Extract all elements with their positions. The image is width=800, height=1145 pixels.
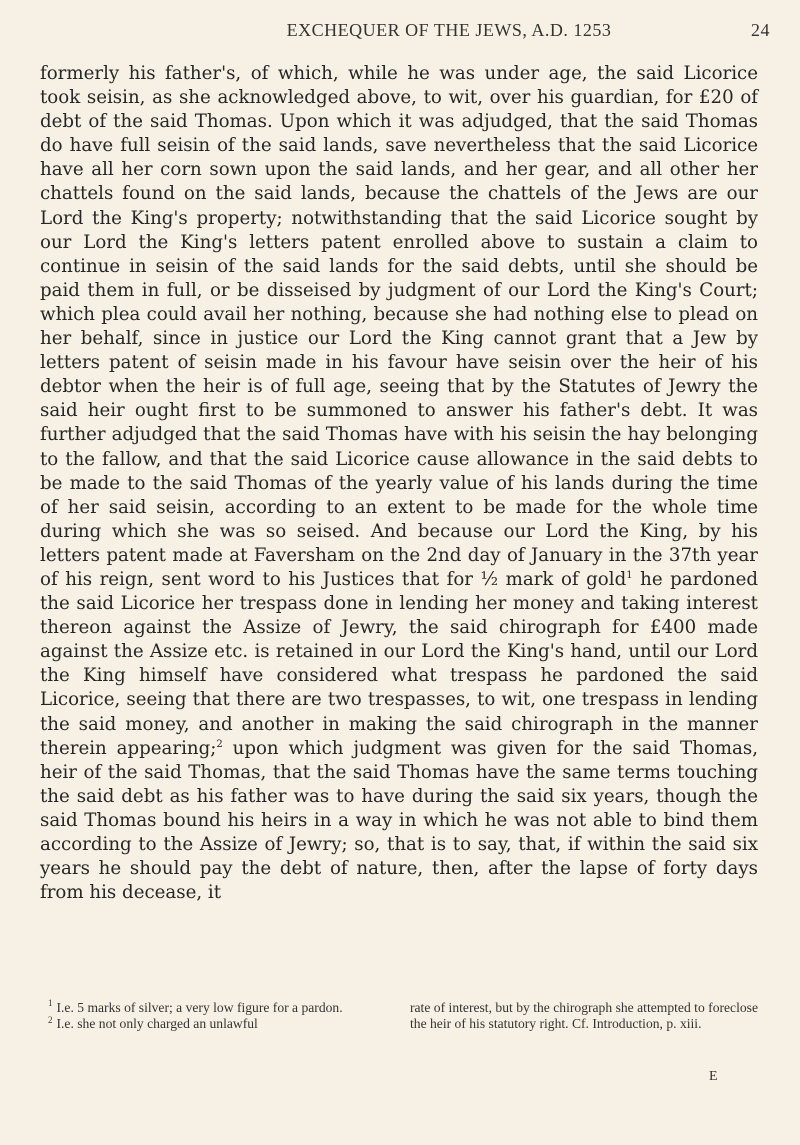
page-number: 24 bbox=[751, 20, 770, 40]
body-text-segment-1: formerly his father's, of which, while he was under age, the said Licorice took seisin, as she acknowledged above, to wit, over his guardian, for £20 of debt of the said Thomas. Upon which it was adjudged, that the said Thomas do have full seisin of the said lands, save nevertheless that the said Licorice have all her corn sown upon the said lands, and her gear, and all other her chattels found on the said lands, because the chattels of the Jews are our Lord the King's property; notwithstanding that the said Licorice sought by our Lord the King's letters patent enrolled above to sustain a claim to continue in seisin of the said lands for the said debts, until she should be paid them in full, or be disseised by judgment of our Lord the King's Court; which plea could avail her nothing, because she had nothing else to plead on her behalf, since in justice our Lord the King cannot grant that a Jew by letters patent of seisin made in his favour have seisin over the heir of his debtor when the heir is of full age, seeing that by the Statutes of Jewry the said heir ought first to be summoned to answer his father's debt. It was further adjudged that the said Thomas have with his seisin the hay belonging to the fallow, and that the said Licorice cause allowance in the said debts to be made to the said Thomas of the yearly value of his lands during the time of her said seisin, according to an extent to be made for the whole time during which she was so seised. And because our Lord the King, by his letters patent made at Faversham on the 2nd day of January in the 37th year of his reign, sent word to his Justices that for ½ mark of gold bbox=[40, 63, 758, 590]
footnote-2-mark: 2 bbox=[48, 1014, 53, 1025]
main-text bbox=[40, 62, 758, 905]
running-header bbox=[128, 20, 770, 48]
running-title: EXCHEQUER OF THE JEWS, A.D. 1253 bbox=[286, 20, 612, 40]
footnote-2-text: I.e. she not only charged an unlawful bbox=[56, 1016, 258, 1032]
footnotes-right-column bbox=[410, 1000, 758, 1033]
body-paragraph bbox=[40, 62, 758, 905]
footnote-ref-2: 2 bbox=[216, 738, 223, 750]
footnotes bbox=[40, 1000, 758, 1033]
footnote-1 bbox=[40, 1000, 392, 1016]
body-text-segment-2: he pardoned the said Licorice her trespass done in lending her money and taking interest thereon against the Assize of Jewry, the said chirograph for £400 made against the Assize etc. is retained in our Lord the King's hand, until our Lord the King himself have considered what trespass he pardoned the said Licorice, seeing that there are two trespasses, to wit, one trespass in lending the said money, and another in making the said chirograph in the manner therein appearing; bbox=[40, 568, 758, 759]
footnote-2 bbox=[40, 1016, 392, 1032]
footnote-1-mark: 1 bbox=[48, 998, 53, 1009]
footnote-ref-1: 1 bbox=[626, 569, 633, 581]
footnotes-left-column bbox=[40, 1000, 392, 1033]
body-text-segment-3: upon which judgment was given for the said Thomas, heir of the said Thomas, that the said Thomas have the same terms touching the said debt as his father was to have during the said six years, though the said Thomas bound his heirs in a way in which he was not able to bind them according to the Assize of Jewry; so, that is to say, that, if within the said six years he should pay the debt of nature, then, after the lapse of forty days from his decease, it bbox=[40, 737, 758, 904]
signature-mark: E bbox=[709, 1069, 718, 1084]
footnote-2-continuation: rate of interest, but by the chirograph she attempted to foreclose the heir of his statutory right. Cf. Introduction, p. xiii. bbox=[410, 1000, 758, 1032]
footnote-1-text: I.e. 5 marks of silver; a very low figure for a pardon. bbox=[56, 1000, 343, 1015]
